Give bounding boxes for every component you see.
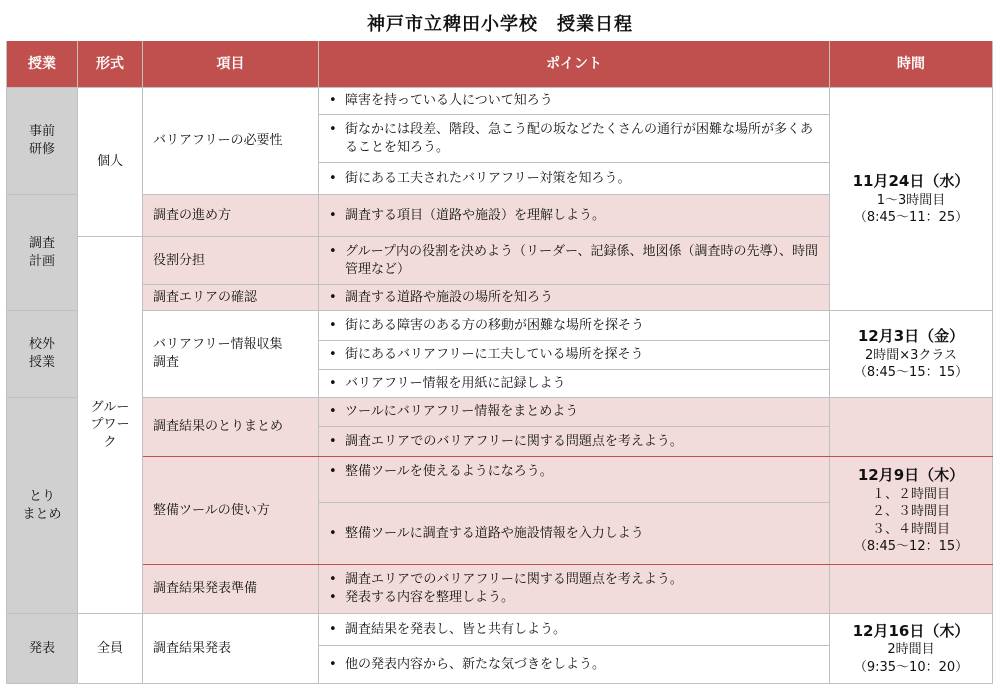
point-text: 調査結果を発表し、皆と共有しよう。 xyxy=(345,621,567,637)
time-dec3 xyxy=(830,311,992,397)
grid-line xyxy=(319,502,829,503)
grid-line xyxy=(143,194,829,195)
jugyo-jizen: 事前 研修 xyxy=(7,88,77,194)
grid-line xyxy=(829,41,830,683)
time-dec16 xyxy=(830,614,992,683)
grid-line xyxy=(319,426,829,427)
point-row: • 障害を持っている人について知ろう xyxy=(319,88,829,114)
point-row: • 他の発表内容から、新たな気づきをしよう。 xyxy=(319,646,829,683)
time-period: 2時間目 xyxy=(887,642,935,658)
grid-line xyxy=(319,114,829,115)
point-row: • 整備ツールに調査する道路や施設情報を入力しよう xyxy=(319,503,829,564)
grid-line xyxy=(142,41,143,683)
grid-line xyxy=(319,645,829,646)
item-info: バリアフリー情報収集 調査 xyxy=(143,311,318,397)
point-text: 調査する道路や施設の場所を知ろう xyxy=(345,289,554,305)
header-jikan: 時間 xyxy=(830,41,992,87)
point-text: 街にある障害のある方の移動が困難な場所を探そう xyxy=(345,317,645,333)
item-matome: 調査結果のとりまとめ xyxy=(143,398,318,456)
grid-line xyxy=(6,613,993,614)
time-dec9 xyxy=(830,457,992,564)
item-happyou: 調査結果発表 xyxy=(143,614,318,683)
grid-line xyxy=(143,310,993,311)
point-row: • 調査する項目（道路や施設）を理解しよう。 xyxy=(319,195,829,236)
page-title: 神戸市立稗田小学校 授業日程 xyxy=(367,14,633,35)
point-text: 調査エリアでのバリアフリーに関する問題点を考えよう。 xyxy=(345,572,683,588)
time-blank xyxy=(830,398,992,456)
header-point: ポイント xyxy=(319,41,829,87)
point-text: 整備ツールを使えるようになろう。 xyxy=(345,464,553,479)
time-date: 12月3日（金） xyxy=(857,327,965,346)
point-row: • 街にある障害のある方の移動が困難な場所を探そう xyxy=(319,311,829,340)
point-row: • 街なかには段差、階段、急こう配の坂などたくさんの通行が困難な場所が多くあることを知ろう。 xyxy=(319,115,829,162)
grid-line xyxy=(143,564,993,565)
grid-line xyxy=(77,41,78,683)
point-text: 調査エリアでのバリアフリーに関する問題点を考えよう。 xyxy=(345,433,683,449)
grid-line xyxy=(143,284,829,285)
point-row: • 調査エリアでのバリアフリーに関する問題点を考えよう。 • 発表する内容を整理しよう。 xyxy=(319,565,829,613)
grid-line xyxy=(6,397,78,398)
grid-line xyxy=(319,340,829,341)
jugyo-happyou: 発表 xyxy=(7,614,77,683)
point-text: 街なかには段差、階段、急こう配の坂などたくさんの通行が困難な場所が多くあることを知ろう。 xyxy=(345,121,814,155)
point-text: 調査する項目（道路や施設）を理解しよう。 xyxy=(345,207,606,223)
point-text: 他の発表内容から、新たな気づきをしよう。 xyxy=(345,656,606,672)
time-period: 1～3時間目 xyxy=(876,192,946,208)
item-barrier-free: バリアフリーの必要性 xyxy=(143,88,318,194)
point-text: 街にあるバリアフリーに工夫している場所を探そう xyxy=(345,347,644,363)
point-text: グループ内の役割を決めよう（リーダー、記録係、地図係（調査時の先導）、時間管理など） xyxy=(345,243,818,277)
point-row: • ツールにバリアフリー情報をまとめよう xyxy=(319,398,829,426)
grid-line xyxy=(6,41,7,683)
grid-line xyxy=(78,236,829,237)
time-date: 12月9日（木） xyxy=(857,466,965,485)
grid-line xyxy=(143,456,993,457)
item-susumekata: 調査の進め方 xyxy=(143,195,318,236)
point-row: • 調査結果を発表し、皆と共有しよう。 xyxy=(319,614,829,645)
point-text: バリアフリー情報を用紙に記録しよう xyxy=(345,375,566,391)
time-date: 11月24日（水） xyxy=(852,172,970,191)
time-range: （8:45～11：25） xyxy=(853,210,969,226)
item-tool: 整備ツールの使い方 xyxy=(143,457,318,564)
point-row: • バリアフリー情報を用紙に記録しよう xyxy=(319,370,829,397)
point-row: • グループ内の役割を決めよう（リーダー、記録係、地図係（調査時の先導）、時間管理など） xyxy=(319,237,829,284)
jugyo-torimatome: とり まとめ xyxy=(7,398,77,613)
time-range: （8:45～15：15） xyxy=(853,365,969,381)
point-row: • 調査エリアでのバリアフリーに関する問題点を考えよう。 xyxy=(319,427,829,456)
point-text: 街にある工夫されたバリアフリー対策を知ろう。 xyxy=(345,170,631,186)
point-row: • 調査する道路や施設の場所を知ろう xyxy=(319,285,829,310)
point-text: 整備ツールに調査する道路や施設情報を入力しよう xyxy=(345,525,644,541)
point-row: • 街にあるバリアフリーに工夫している場所を探そう xyxy=(319,341,829,369)
time-date: 12月16日（木） xyxy=(852,621,970,640)
keishiki-group: グルー プワー ク xyxy=(78,237,142,613)
grid-line xyxy=(318,41,319,683)
header-jugyo: 授業 xyxy=(7,41,77,87)
point-text: ツールにバリアフリー情報をまとめよう xyxy=(345,404,579,420)
grid-line xyxy=(319,369,829,370)
point-row: • 街にある工夫されたバリアフリー対策を知ろう。 xyxy=(319,163,829,194)
point-text: 発表する内容を整理しよう。 xyxy=(345,590,515,605)
header-keishiki: 形式 xyxy=(78,41,142,87)
grid-line xyxy=(6,310,78,311)
grid-line xyxy=(6,87,993,88)
grid-line xyxy=(319,162,829,163)
item-yakuwari: 役割分担 xyxy=(143,237,318,284)
time-period: ２、３時間目 xyxy=(871,504,950,520)
grid-line xyxy=(992,41,993,683)
point-text: 障害を持っている人について知ろう xyxy=(345,93,553,109)
keishiki-kojin: 個人 xyxy=(78,88,142,236)
jugyo-kougai: 校外 授業 xyxy=(7,311,77,397)
time-range: （9:35～10：20） xyxy=(853,659,969,675)
jugyo-chousa-keikaku: 調査 計画 xyxy=(7,195,77,310)
keishiki-zenin: 全員 xyxy=(78,614,142,683)
time-period: ３、４時間目 xyxy=(871,521,950,537)
time-nov24 xyxy=(830,88,992,310)
grid-line xyxy=(6,194,78,195)
item-junbi: 調査結果発表準備 xyxy=(143,565,318,613)
time-period: 2時間×3クラス xyxy=(864,347,958,363)
grid-line xyxy=(6,683,993,684)
item-area: 調査エリアの確認 xyxy=(143,285,318,310)
time-range: （8:45～12：15） xyxy=(853,539,969,555)
grid-line xyxy=(143,397,993,398)
header-koumoku: 項目 xyxy=(143,41,318,87)
time-blank xyxy=(830,565,992,613)
point-row: • 整備ツールを使えるようになろう。 xyxy=(319,457,829,502)
time-period: １、２時間目 xyxy=(871,486,950,502)
